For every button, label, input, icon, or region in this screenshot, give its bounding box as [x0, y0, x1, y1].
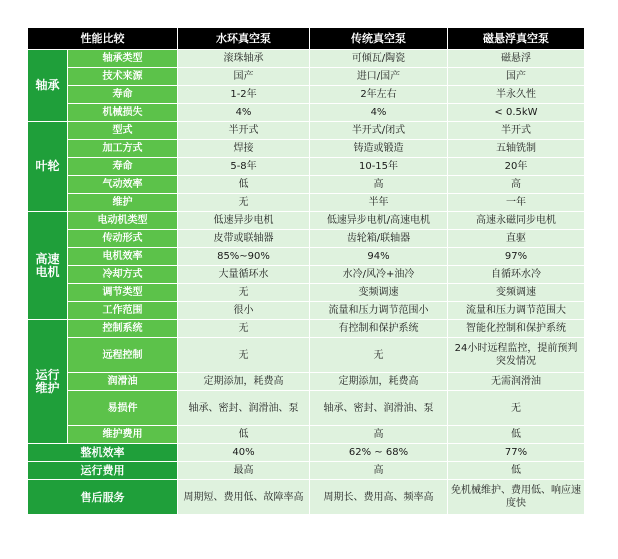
row-label: 加工方式	[68, 140, 178, 158]
table-row	[28, 50, 585, 68]
summary-label: 运行费用	[28, 462, 178, 480]
value-cell: 2年左右	[310, 86, 448, 104]
table-row	[28, 426, 585, 444]
value-cell: 无	[448, 391, 585, 426]
value-cell: 24小时远程监控，提前预判突发情况	[448, 338, 585, 373]
value-cell: 周期长、费用高、频率高	[310, 480, 448, 515]
category-cell	[28, 122, 68, 212]
value-cell: 10-15年	[310, 158, 448, 176]
value-cell: 免机械维护、费用低、响应速度快	[448, 480, 585, 515]
category-label: 维护	[35, 380, 60, 395]
value-cell: 磁悬浮	[448, 50, 585, 68]
row-label: 寿命	[68, 86, 178, 104]
value-cell: 无	[178, 338, 310, 373]
value-cell: 半开式/闭式	[310, 122, 448, 140]
value-cell: 进口/国产	[310, 68, 448, 86]
row-label: 机械损失	[68, 104, 178, 122]
value-cell: 变频调速	[310, 284, 448, 302]
table-row	[28, 176, 585, 194]
value-cell: 国产	[178, 68, 310, 86]
header-cell: 性能比较	[28, 28, 178, 50]
table-row	[28, 194, 585, 212]
value-cell: 齿轮箱/联轴器	[310, 230, 448, 248]
value-cell: 低	[448, 426, 585, 444]
table-row	[28, 444, 585, 462]
row-label: 远程控制	[68, 338, 178, 373]
row-label: 传动形式	[68, 230, 178, 248]
summary-label: 售后服务	[28, 480, 178, 515]
table-row	[28, 284, 585, 302]
value-cell: 直驱	[448, 230, 585, 248]
value-cell: 20年	[448, 158, 585, 176]
value-cell: 高	[310, 426, 448, 444]
table-row	[28, 86, 585, 104]
value-cell: 40%	[178, 444, 310, 462]
category-cell	[28, 50, 68, 122]
value-cell: 变频调速	[448, 284, 585, 302]
table-row	[28, 338, 585, 373]
value-cell: 高速永磁同步电机	[448, 212, 585, 230]
value-cell: 无需润滑油	[448, 373, 585, 391]
row-label: 技术来源	[68, 68, 178, 86]
value-cell: 国产	[448, 68, 585, 86]
table-row	[28, 462, 585, 480]
category-label: 运行	[35, 367, 60, 382]
category-cell	[28, 320, 68, 444]
row-label: 型式	[68, 122, 178, 140]
row-label: 控制系统	[68, 320, 178, 338]
value-cell: 4%	[310, 104, 448, 122]
value-cell: 半年	[310, 194, 448, 212]
value-cell: 流量和压力调节范围大	[448, 302, 585, 320]
value-cell: 有控制和保护系统	[310, 320, 448, 338]
value-cell: 大量循环水	[178, 266, 310, 284]
header-cell: 水环真空泵	[178, 28, 310, 50]
value-cell: 轴承、密封、润滑油、泵	[310, 391, 448, 426]
row-label: 气动效率	[68, 176, 178, 194]
table-row	[28, 140, 585, 158]
row-label: 调节类型	[68, 284, 178, 302]
category-label: 轴承	[35, 78, 60, 92]
value-cell: 流量和压力调节范围小	[310, 302, 448, 320]
table-row	[28, 480, 585, 515]
table-row	[28, 373, 585, 391]
value-cell: 低	[448, 462, 585, 480]
value-cell: 周期短、费用低、故障率高	[178, 480, 310, 515]
category-label: 高速	[35, 251, 60, 266]
value-cell: 77%	[448, 444, 585, 462]
category-label: 电机	[35, 264, 60, 279]
value-cell: 85%~90%	[178, 248, 310, 266]
value-cell: 无	[178, 284, 310, 302]
value-cell: 一年	[448, 194, 585, 212]
comparison-table	[27, 27, 585, 515]
table-row	[28, 391, 585, 426]
table-row	[28, 212, 585, 230]
value-cell: 97%	[448, 248, 585, 266]
value-cell: 高	[448, 176, 585, 194]
value-cell: 无	[178, 194, 310, 212]
value-cell: 智能化控制和保护系统	[448, 320, 585, 338]
row-label: 润滑油	[68, 373, 178, 391]
table-header-row	[28, 28, 585, 50]
row-label: 电动机类型	[68, 212, 178, 230]
value-cell: 很小	[178, 302, 310, 320]
table-row	[28, 320, 585, 338]
value-cell: 4%	[178, 104, 310, 122]
value-cell: 无	[310, 338, 448, 373]
value-cell: 最高	[178, 462, 310, 480]
row-label: 电机效率	[68, 248, 178, 266]
row-label: 维护费用	[68, 426, 178, 444]
value-cell: 半永久性	[448, 86, 585, 104]
row-label: 冷却方式	[68, 266, 178, 284]
value-cell: 半开式	[178, 122, 310, 140]
value-cell: 1-2年	[178, 86, 310, 104]
value-cell: 可倾瓦/陶瓷	[310, 50, 448, 68]
value-cell: 低速异步电机	[178, 212, 310, 230]
category-cell	[28, 212, 68, 320]
value-cell: 五轴铣制	[448, 140, 585, 158]
value-cell: 铸造或锻造	[310, 140, 448, 158]
table-row	[28, 302, 585, 320]
row-label: 轴承类型	[68, 50, 178, 68]
value-cell: 低速异步电机/高速电机	[310, 212, 448, 230]
table-body	[28, 50, 585, 515]
value-cell: 自循环水冷	[448, 266, 585, 284]
value-cell: 定期添加，耗费高	[178, 373, 310, 391]
value-cell: 低	[178, 426, 310, 444]
table-row	[28, 122, 585, 140]
table-row	[28, 248, 585, 266]
value-cell: 高	[310, 462, 448, 480]
value-cell: 皮带或联轴器	[178, 230, 310, 248]
table-row	[28, 266, 585, 284]
row-label: 工作范围	[68, 302, 178, 320]
table-row	[28, 158, 585, 176]
value-cell: 5-8年	[178, 158, 310, 176]
value-cell: 轴承、密封、润滑油、泵	[178, 391, 310, 426]
category-label: 叶轮	[35, 159, 60, 173]
table-row	[28, 230, 585, 248]
value-cell: 无	[178, 320, 310, 338]
summary-label: 整机效率	[28, 444, 178, 462]
row-label: 维护	[68, 194, 178, 212]
value-cell: 水冷/风冷+油冷	[310, 266, 448, 284]
table-row	[28, 68, 585, 86]
value-cell: 94%	[310, 248, 448, 266]
value-cell: 62% ~ 68%	[310, 444, 448, 462]
header-cell: 传统真空泵	[310, 28, 448, 50]
row-label: 寿命	[68, 158, 178, 176]
table-row	[28, 104, 585, 122]
header-cell: 磁悬浮真空泵	[448, 28, 585, 50]
value-cell: 低	[178, 176, 310, 194]
value-cell: 定期添加，耗费高	[310, 373, 448, 391]
value-cell: 高	[310, 176, 448, 194]
value-cell: 滚珠轴承	[178, 50, 310, 68]
value-cell: 半开式	[448, 122, 585, 140]
row-label: 易损件	[68, 391, 178, 426]
value-cell: < 0.5kW	[448, 104, 585, 122]
value-cell: 焊接	[178, 140, 310, 158]
